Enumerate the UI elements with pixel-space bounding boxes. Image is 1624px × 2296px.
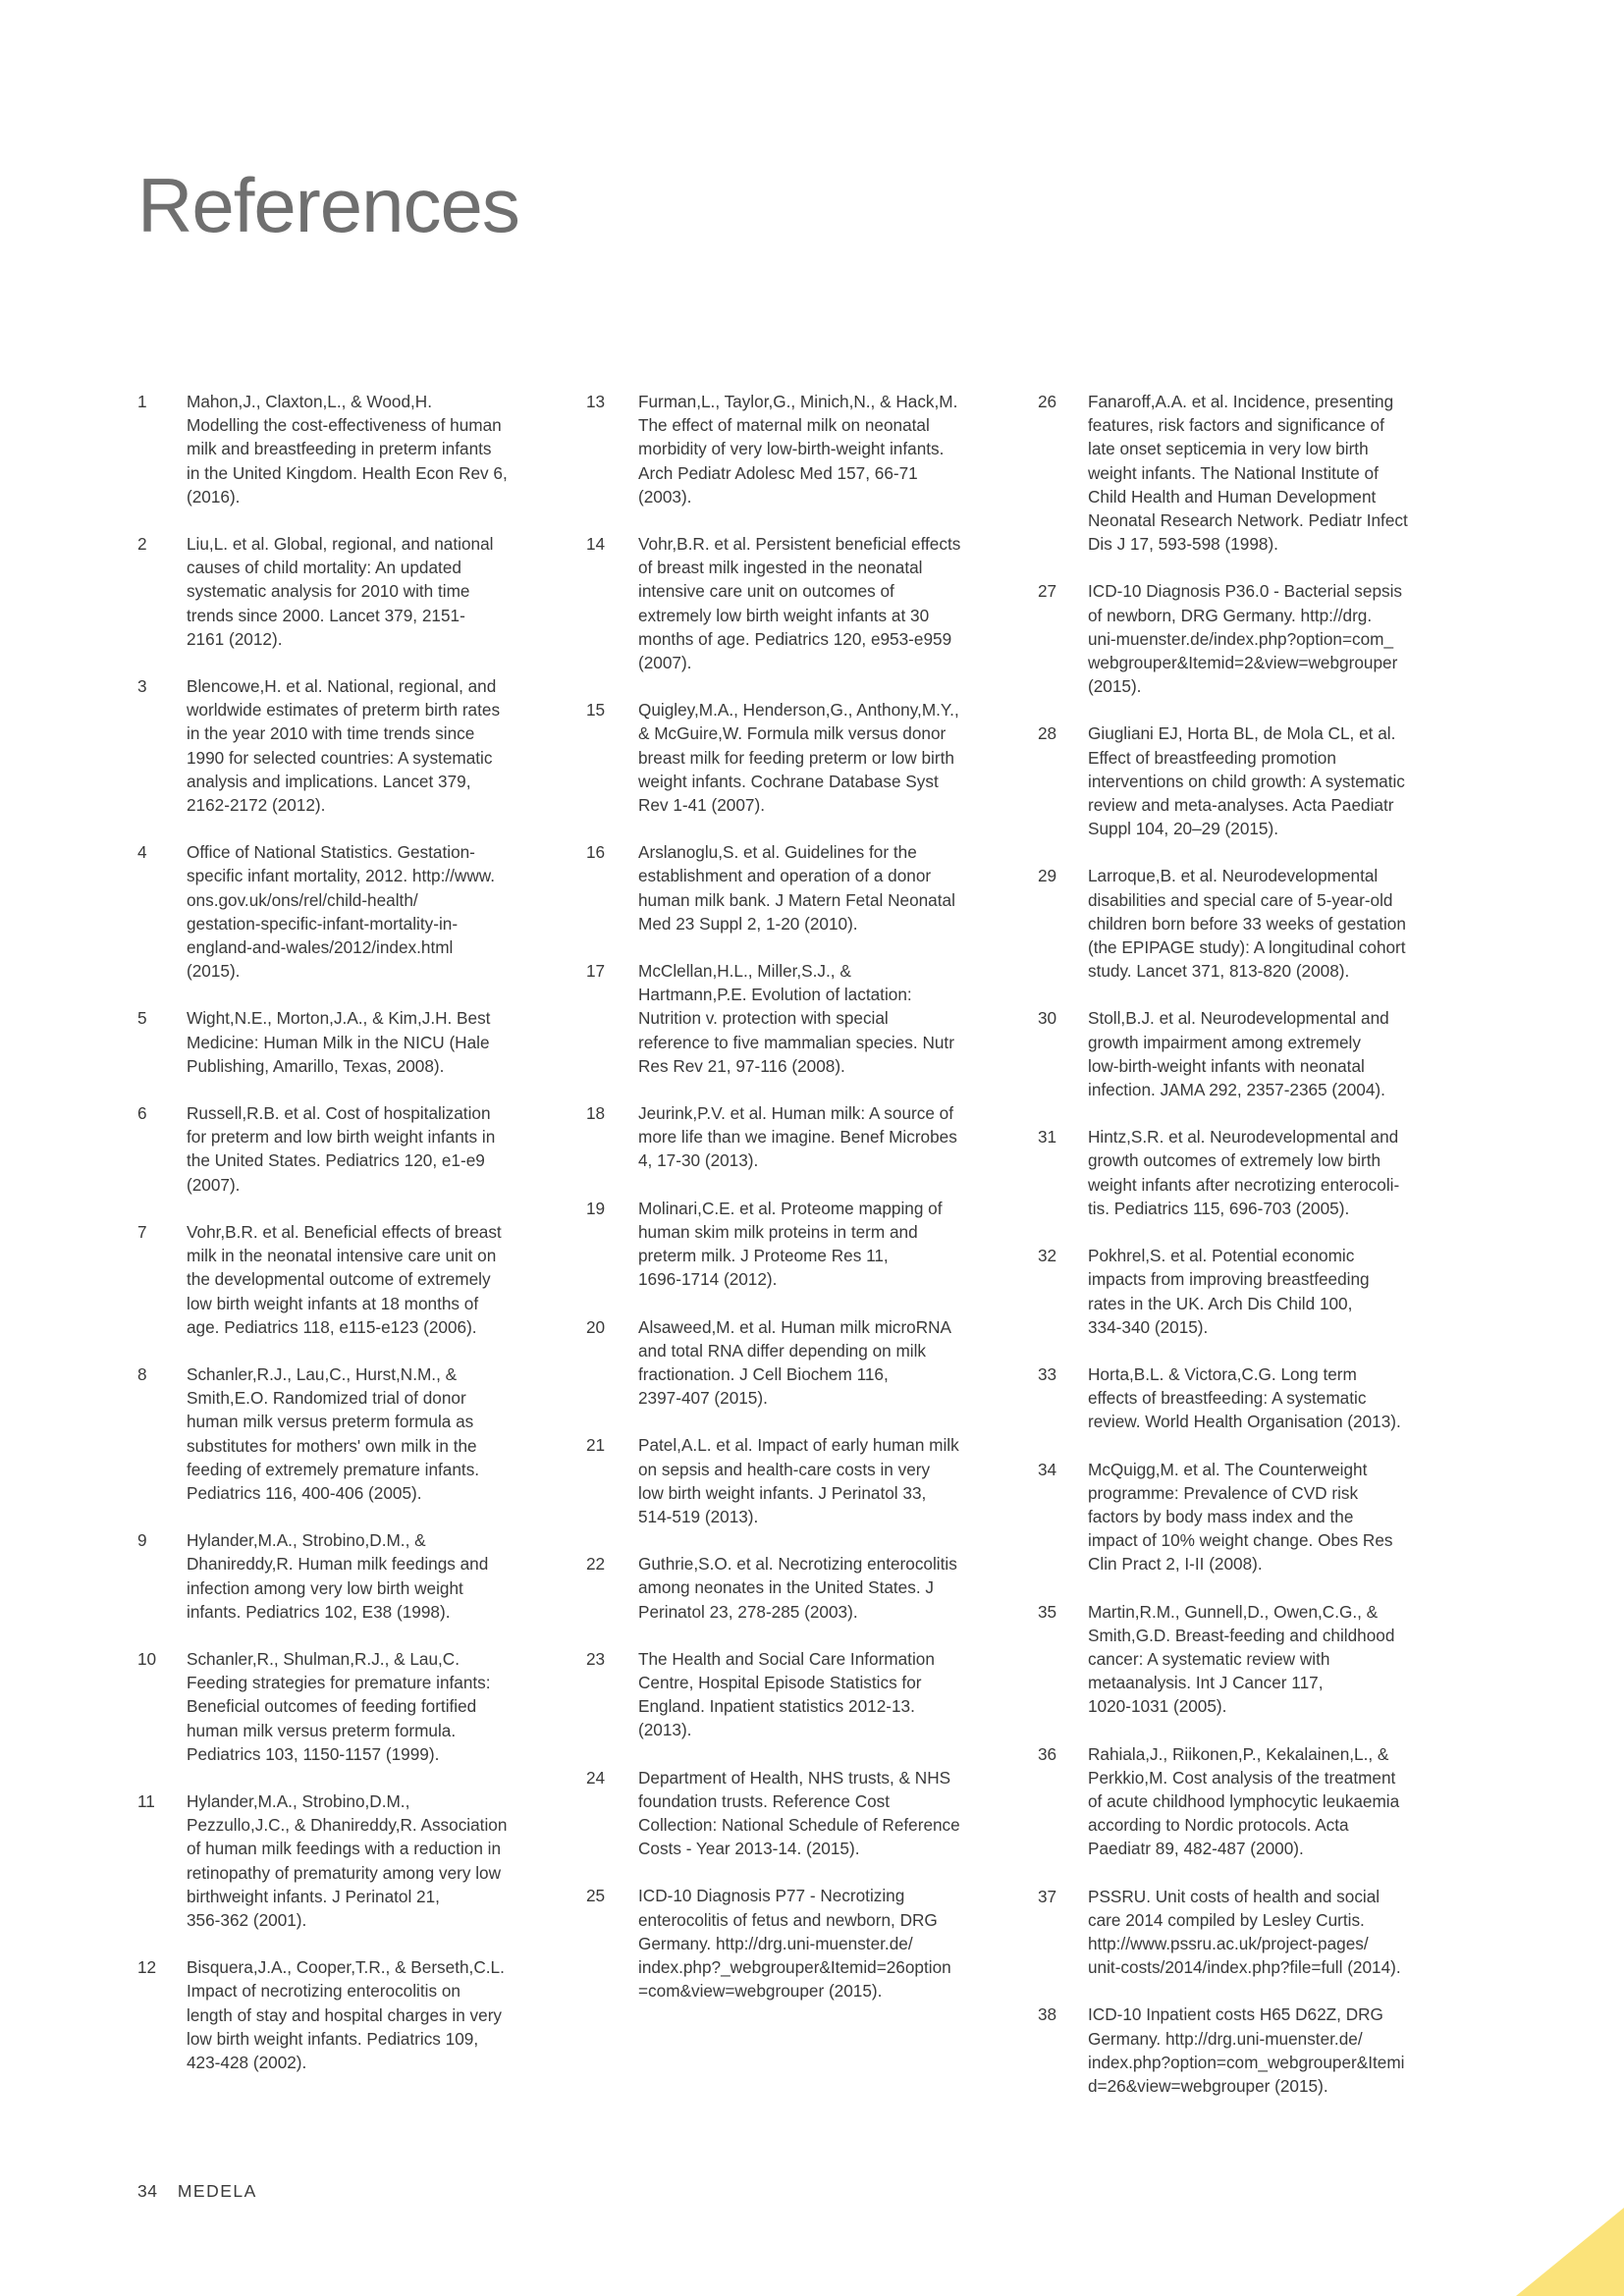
reference-text: Molinari,C.E. et al. Proteome mapping of human skim milk proteins in term and preterm milk. J Proteome Res 11, 1696-1714 (2012). — [638, 1198, 943, 1290]
reference-text: Stoll,B.J. et al. Neurodevelopmental and growth impairment among extremely low-birth-weight infants with neonatal infection. JAMA 292, 2357-2365 (2004). — [1088, 1008, 1389, 1100]
reference-item — [1038, 1458, 1450, 1576]
reference-item — [586, 532, 999, 674]
references-column-1 — [137, 390, 550, 2098]
reference-text: Furman,L., Taylor,G., Minich,N., & Hack,M. The effect of maternal milk on neonatal morbidity of very low-birth-weight infants. Arch Pediatr Adolesc Med 157, 66-71 (2003). — [638, 392, 958, 507]
reference-text: Jeurink,P.V. et al. Human milk: A source of more life than we imagine. Benef Microbes 4, 17-30 (2013). — [638, 1103, 957, 1171]
reference-number: 10 — [137, 1648, 157, 1669]
reference-text: Pokhrel,S. et al. Potential economic impacts from improving breastfeeding rates in the UK. Arch Dis Child 100, 334-340 (2015). — [1088, 1246, 1370, 1337]
references-column-2 — [586, 390, 999, 2026]
reference-item — [586, 698, 999, 817]
reference-item — [586, 1433, 999, 1528]
reference-item — [586, 1315, 999, 1411]
reference-text: Hintz,S.R. et al. Neurodevelopmental and growth outcomes of extremely low birth weight infants after necrotizing enterocoli- tis. Pediatrics 115, 696-703 (2005). — [1088, 1127, 1400, 1218]
reference-number: 11 — [137, 1790, 155, 1811]
reference-item — [586, 1197, 999, 1292]
reference-number: 23 — [586, 1648, 606, 1669]
reference-text: ICD-10 Inpatient costs H65 D62Z, DRG Germany. http://drg.uni-muenster.de/ index.php?option=com_webgrouper&Itemi d=26&view=webgrouper (2015). — [1088, 2004, 1405, 2096]
reference-item — [1038, 579, 1450, 698]
reference-text: Schanler,R., Shulman,R.J., & Lau,C. Feeding strategies for premature infants: Beneficial outcomes of feeding fortified human milk versus preterm formula. Pediatrics 103, 1150-1157 (1999). — [187, 1648, 491, 1764]
reference-item — [1038, 1742, 1450, 1861]
reference-text: Hylander,M.A., Strobino,D.M., & Dhanireddy,R. Human milk feedings and infection among very low birth weight infants. Pediatrics 102, E38 (1998). — [187, 1530, 489, 1622]
reference-text: Patel,A.L. et al. Impact of early human milk on sepsis and health-care costs in very low birth weight infants. J Perinatol 33, 514-519 (2013). — [638, 1435, 959, 1526]
reference-text: Quigley,M.A., Henderson,G., Anthony,M.Y., & McGuire,W. Formula milk versus donor breast milk for feeding preterm or low birth weight infants. Cochrane Database Syst Rev 1-41 (2007). — [638, 700, 959, 816]
reference-text: Liu,L. et al. Global, regional, and national causes of child mortality: An updated systematic analysis for 2010 with time trends since 2000. Lancet 379, 2151- 2161 (2012). — [187, 534, 494, 649]
page-footer — [137, 2181, 257, 2202]
reference-item — [1038, 1885, 1450, 1980]
reference-number: 14 — [586, 534, 606, 555]
reference-text: Department of Health, NHS trusts, & NHS foundation trusts. Reference Cost Collection: National Schedule of Reference Costs - Year 2013-14. (2015). — [638, 1767, 960, 1859]
reference-number: 8 — [137, 1363, 147, 1384]
reference-text: Giugliani EJ, Horta BL, de Mola CL, et al. Effect of breastfeeding promotion interventions on child growth: A systematic review and meta-analyses. Acta Paediatr Suppl 104, 20–29 (2015). — [1088, 723, 1405, 839]
reference-text: Hylander,M.A., Strobino,D.M., Pezzullo,J.C., & Dhanireddy,R. Association of human milk feedings with a reduction in retinopathy of prematurity among very low birthweight infants. J Perinatol 21, 356-362 (2001). — [187, 1790, 508, 1930]
reference-text: Rahiala,J., Riikonen,P., Kekalainen,L., & Perkkio,M. Cost analysis of the treatment of acute childhood lymphocytic leukaemia according to Nordic protocols. Acta Paediatr 89, 482-487 (2000). — [1088, 1743, 1400, 1859]
reference-number: 26 — [1038, 392, 1057, 411]
reference-item — [137, 1528, 550, 1624]
reference-item — [137, 840, 550, 983]
reference-number: 19 — [586, 1198, 606, 1218]
reference-item — [586, 840, 999, 935]
reference-item — [1038, 1125, 1450, 1220]
reference-text: Vohr,B.R. et al. Beneficial effects of breast milk in the neonatal intensive care unit on the developmental outcome of extremely low birth weight infants at 18 months of age. Pediatrics 118, e115-e123 (2006). — [187, 1221, 502, 1337]
reference-item — [137, 1647, 550, 1766]
reference-text: Alsaweed,M. et al. Human milk microRNA and total RNA differ depending on milk fractionation. J Cell Biochem 116, 2397-407 (2015). — [638, 1316, 952, 1409]
reference-text: PSSRU. Unit costs of health and social care 2014 compiled by Lesley Curtis. http://www.pssru.ac.uk/project-pages/ unit-costs/2014/index.php?file=full (2014). — [1088, 1886, 1401, 1978]
reference-item — [586, 390, 999, 508]
reference-number: 16 — [586, 842, 606, 863]
reference-number: 2 — [137, 534, 147, 555]
reference-item — [1038, 1006, 1450, 1101]
reference-text: Horta,B.L. & Victora,C.G. Long term effects of breastfeeding: A systematic review. World Health Organisation (2013). — [1088, 1363, 1401, 1432]
reference-item — [1038, 1362, 1450, 1434]
corner-accent-shape — [1506, 2208, 1624, 2296]
reference-item — [586, 959, 999, 1078]
reference-item — [586, 1884, 999, 2002]
reference-number: 7 — [137, 1221, 147, 1242]
reference-number: 33 — [1038, 1363, 1057, 1384]
reference-text: Vohr,B.R. et al. Persistent beneficial effects of breast milk ingested in the neonatal intensive care unit on outcomes of extremely low birth weight infants at 30 months of age. Pediatrics 120, e953-e959 (2007). — [638, 534, 961, 673]
reference-text: ICD-10 Diagnosis P77 - Necrotizing enterocolitis of fetus and newborn, DRG Germany. http://drg.uni-muenster.de/ index.php?_webgrouper&Itemid=26option =com&view=webgrouper (2015). — [638, 1886, 951, 2002]
reference-text: McClellan,H.L., Miller,S.J., & Hartmann,P.E. Evolution of lactation: Nutrition v. protection with special reference to five mammalian species. Nutr Res Rev 21, 97-116 (2008). — [638, 961, 954, 1076]
reference-text: Schanler,R.J., Lau,C., Hurst,N.M., & Smith,E.O. Randomized trial of donor human milk versus preterm formula as substitutes for mothers' own milk in the feeding of extremely premature infants. Pediatrics 116, 400-406 (2005). — [187, 1363, 480, 1503]
reference-item — [1038, 390, 1450, 556]
reference-number: 15 — [586, 700, 606, 721]
reference-text: Arslanoglu,S. et al. Guidelines for the establishment and operation of a donor human milk bank. J Matern Fetal Neonatal Med 23 Suppl 2, 1-20 (2010). — [638, 842, 955, 934]
reference-item — [1038, 864, 1450, 983]
reference-item — [586, 1647, 999, 1742]
reference-text: Larroque,B. et al. Neurodevelopmental disabilities and special care of 5-year-old children born before 33 weeks of gestation (the EPIPAGE study): A longitudinal cohort study. Lancet 371, 813-820 (2008). — [1088, 866, 1406, 982]
reference-text: The Health and Social Care Information Centre, Hospital Episode Statistics for England. Inpatient statistics 2012-13. (2013). — [638, 1648, 935, 1740]
reference-number: 3 — [137, 676, 147, 697]
reference-number: 38 — [1038, 2004, 1057, 2025]
reference-text: Mahon,J., Claxton,L., & Wood,H. Modelling the cost-effectiveness of human milk and breastfeeding in preterm infants in the United Kingdom. Health Econ Rev 6, (2016). — [187, 392, 508, 507]
reference-number: 4 — [137, 842, 147, 863]
reference-number: 28 — [1038, 723, 1057, 744]
reference-number: 17 — [586, 961, 606, 982]
reference-text: Blencowe,H. et al. National, regional, and worldwide estimates of preterm birth rates in the year 2010 with time trends since 1990 for selected countries: A systematic analysis and implications. Lancet 379, 2162-2172 (2012). — [187, 676, 501, 816]
reference-number: 6 — [137, 1103, 147, 1124]
reference-item — [137, 1006, 550, 1078]
reference-text: Fanaroff,A.A. et al. Incidence, presenting features, risk factors and significance of late onset septicemia in very low birth weight infants. The National Institute of Child Health and Human Development Neonatal Research Network. Pediatr Infect Dis J 17, 593-598 (1998). — [1088, 392, 1408, 555]
reference-number: 30 — [1038, 1008, 1057, 1029]
reference-text: Martin,R.M., Gunnell,D., Owen,C.G., & Smith,G.D. Breast-feeding and childhood cancer: A systematic review with metaanalysis. Int J Cancer 117, 1020-1031 (2005). — [1088, 1601, 1395, 1717]
reference-item — [1038, 1244, 1450, 1339]
reference-item — [137, 674, 550, 817]
reference-item — [137, 1101, 550, 1197]
reference-number: 13 — [586, 392, 606, 411]
reference-number: 27 — [1038, 581, 1057, 602]
reference-text: Guthrie,S.O. et al. Necrotizing enterocolitis among neonates in the United States. J Perinatol 23, 278-285 (2003). — [638, 1554, 957, 1622]
reference-item — [137, 1362, 550, 1505]
reference-number: 34 — [1038, 1459, 1057, 1479]
references-column-3 — [1038, 390, 1450, 2121]
reference-item — [586, 1552, 999, 1624]
reference-number: 29 — [1038, 866, 1057, 886]
reference-number: 35 — [1038, 1601, 1057, 1622]
reference-number: 37 — [1038, 1886, 1057, 1906]
reference-number: 9 — [137, 1530, 147, 1551]
reference-text: McQuigg,M. et al. The Counterweight programme: Prevalence of CVD risk factors by body mass index and the impact of 10% weight change. Obes Res Clin Pract 2, I-II (2008). — [1088, 1459, 1393, 1575]
reference-item — [137, 532, 550, 651]
reference-number: 21 — [586, 1435, 606, 1456]
reference-item — [586, 1101, 999, 1173]
reference-number: 36 — [1038, 1743, 1057, 1764]
reference-number: 22 — [586, 1554, 606, 1575]
reference-text: Wight,N.E., Morton,J.A., & Kim,J.H. Best Medicine: Human Milk in the NICU (Hale Publishing, Amarillo, Texas, 2008). — [187, 1008, 491, 1076]
reference-number: 32 — [1038, 1246, 1057, 1266]
reference-text: Russell,R.B. et al. Cost of hospitalization for preterm and low birth weight infants in the United States. Pediatrics 120, e1-e9 (2007). — [187, 1103, 496, 1195]
reference-number: 31 — [1038, 1127, 1057, 1148]
brand-name: MEDELA — [177, 2181, 257, 2201]
reference-text: Office of National Statistics. Gestation- specific infant mortality, 2012. http://www. ons.gov.uk/ons/rel/child-health/ gestation-specific-infant-mortality-in- england-and-wales/2012/index.html (2015). — [187, 842, 495, 982]
reference-number: 5 — [137, 1008, 147, 1029]
reference-number: 24 — [586, 1767, 606, 1788]
reference-number: 25 — [586, 1886, 606, 1906]
reference-item — [137, 1220, 550, 1339]
reference-number: 1 — [137, 392, 147, 411]
reference-item — [586, 1766, 999, 1861]
reference-item — [1038, 721, 1450, 840]
page-title: References — [137, 162, 519, 249]
reference-item — [137, 1789, 550, 1932]
reference-item — [137, 390, 550, 508]
reference-item — [137, 1955, 550, 2074]
reference-item — [1038, 2002, 1450, 2098]
reference-number: 20 — [586, 1316, 606, 1337]
reference-text: ICD-10 Diagnosis P36.0 - Bacterial sepsis of newborn, DRG Germany. http://drg. uni-muenster.de/index.php?option=com_ webgrouper&Itemid=2&view=webgrouper (2015). — [1088, 581, 1403, 697]
reference-text: Bisquera,J.A., Cooper,T.R., & Berseth,C.L. Impact of necrotizing enterocolitis on length of stay and hospital charges in very low birth weight infants. Pediatrics 109, 423-428 (2002). — [187, 1957, 505, 2072]
reference-item — [1038, 1600, 1450, 1719]
reference-number: 12 — [137, 1957, 157, 1978]
reference-number: 18 — [586, 1103, 606, 1124]
page-number: 34 — [137, 2181, 158, 2201]
